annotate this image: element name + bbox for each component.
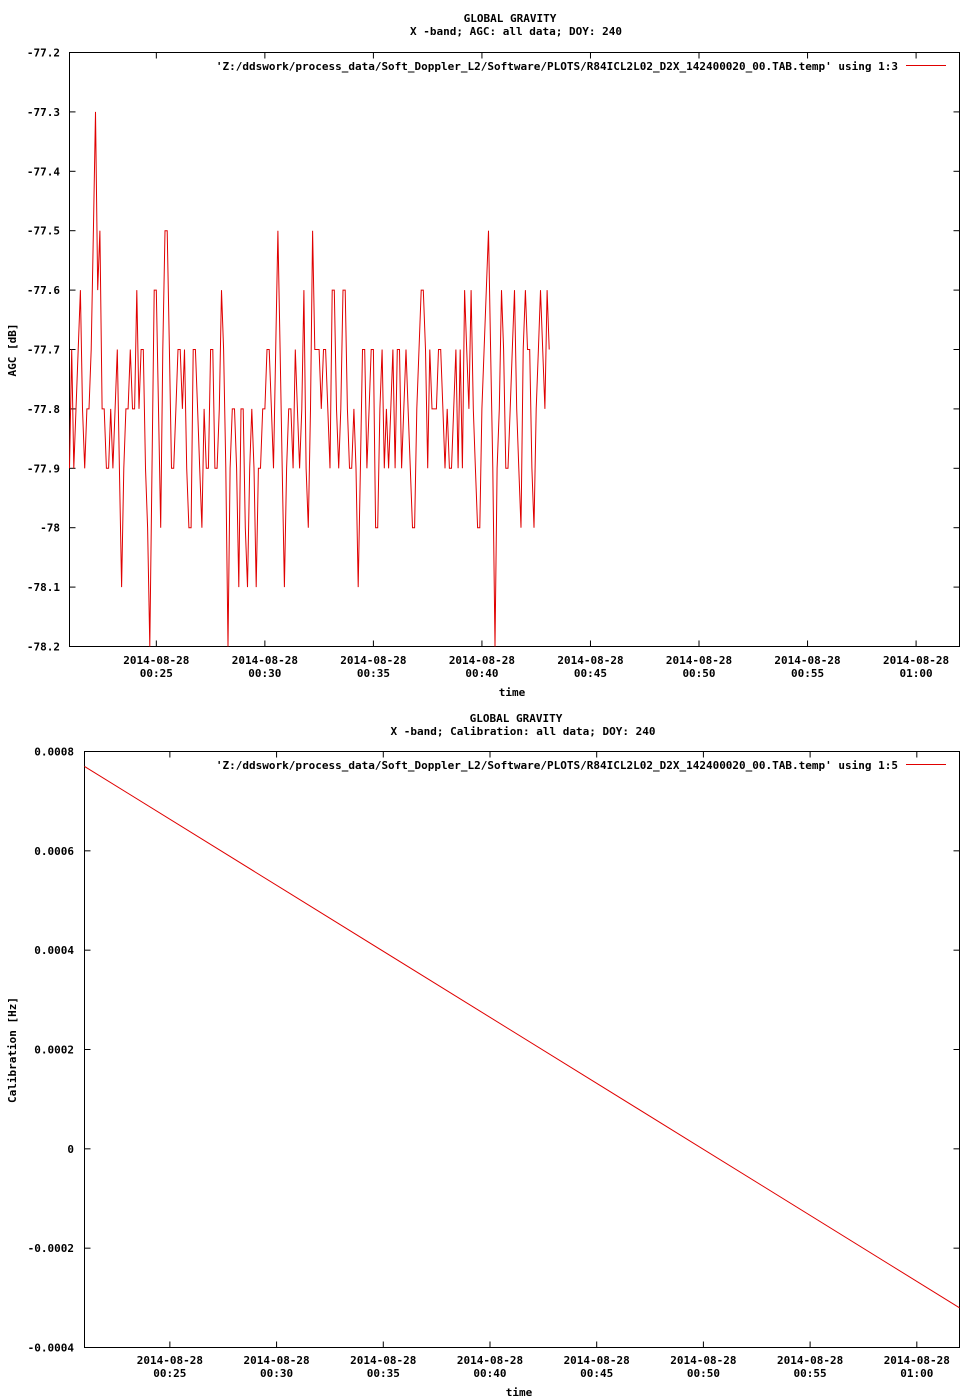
x-tick-date-label: 2014-08-28 xyxy=(340,654,407,667)
x-tick-time-label: 00:35 xyxy=(356,667,390,680)
x-axis-label: time xyxy=(498,686,526,699)
x-tick-date-label: 2014-08-28 xyxy=(665,654,733,667)
y-tick-label: -77.6 xyxy=(26,284,60,298)
x-tick-time-label: 00:45 xyxy=(573,667,608,680)
x-tick-date-label: 2014-08-28 xyxy=(670,1354,737,1367)
x-tick-date-label: 2014-08-28 xyxy=(557,654,624,667)
x-tick-date-label: 2014-08-28 xyxy=(350,1354,417,1367)
x-tick-time-label: 00:30 xyxy=(260,1367,294,1380)
x-tick-time-label: 00:55 xyxy=(790,667,825,680)
y-tick-label: -78.2 xyxy=(26,640,60,654)
calibration-chart xyxy=(6,712,960,1399)
agc-chart xyxy=(6,12,960,699)
legend xyxy=(216,759,946,772)
y-axis-label: Calibration [Hz] xyxy=(6,997,19,1103)
x-tick-date-label: 2014-08-28 xyxy=(231,654,298,667)
chart-subtitle: X -band; Calibration: all data; DOY: 240 xyxy=(390,725,656,738)
x-tick-date-label: 2014-08-28 xyxy=(123,654,190,667)
y-tick-label: -77.3 xyxy=(26,105,60,119)
plot-frame xyxy=(70,53,960,647)
x-tick-date-label: 2014-08-28 xyxy=(136,1354,203,1367)
x-tick-time-label: 00:50 xyxy=(686,1367,720,1380)
x-tick-time-label: 01:00 xyxy=(899,667,933,680)
legend xyxy=(216,60,946,73)
x-tick-time-label: 01:00 xyxy=(900,1367,934,1380)
x-tick-time-label: 00:25 xyxy=(139,667,173,680)
series-group xyxy=(85,766,960,1307)
x-tick-time-label: 00:50 xyxy=(682,667,716,680)
y-tick-label: -77.4 xyxy=(26,165,60,179)
y-tick-label: -77.7 xyxy=(26,343,60,357)
chart-title: GLOBAL GRAVITY xyxy=(463,12,557,25)
x-axis-label: time xyxy=(505,1386,533,1399)
y-tick-label: 0.0004 xyxy=(34,944,74,958)
x-ticks xyxy=(137,752,950,1381)
y-tick-label: -0.0004 xyxy=(27,1341,74,1355)
x-tick-time-label: 00:45 xyxy=(580,1367,614,1380)
y-tick-label: -77.8 xyxy=(26,402,60,416)
x-tick-time-label: 00:25 xyxy=(153,1367,187,1380)
y-tick-label: 0 xyxy=(67,1142,74,1156)
x-tick-date-label: 2014-08-28 xyxy=(882,654,950,667)
plot-frame xyxy=(85,752,960,1348)
x-tick-date-label: 2014-08-28 xyxy=(448,654,516,667)
y-tick-label: -0.0002 xyxy=(27,1242,74,1256)
y-ticks xyxy=(28,746,960,1355)
x-tick-date-label: 2014-08-28 xyxy=(563,1354,630,1367)
y-tick-label: -78.1 xyxy=(26,581,60,595)
y-tick-label: -77.5 xyxy=(26,224,60,238)
chart-title: GLOBAL GRAVITY xyxy=(469,712,563,725)
series-group xyxy=(70,112,550,647)
x-tick-time-label: 00:30 xyxy=(248,667,282,680)
y-tick-label: 0.0008 xyxy=(34,745,74,759)
series-line xyxy=(70,112,550,647)
x-tick-time-label: 00:35 xyxy=(366,1367,400,1380)
x-tick-date-label: 2014-08-28 xyxy=(456,1354,524,1367)
legend-label: 'Z:/ddswork/process_data/Soft_Doppler_L2/Software/PLOTS/R84ICL2L02_D2X_142400020_00.TAB.temp' using 1:5 xyxy=(215,759,898,772)
series-line xyxy=(85,766,960,1307)
x-tick-date-label: 2014-08-28 xyxy=(776,1354,844,1367)
x-tick-time-label: 00:55 xyxy=(793,1367,827,1380)
y-tick-label: 0.0006 xyxy=(34,844,74,858)
y-tick-label: -77.2 xyxy=(26,46,60,60)
x-tick-date-label: 2014-08-28 xyxy=(883,1354,950,1367)
legend-label: 'Z:/ddswork/process_data/Soft_Doppler_L2/Software/PLOTS/R84ICL2L02_D2X_142400020_00.TAB.temp' using 1:3 xyxy=(215,60,898,73)
y-tick-label: -78 xyxy=(40,521,60,535)
y-ticks xyxy=(27,47,960,654)
y-tick-label: 0.0002 xyxy=(34,1043,74,1057)
y-tick-label: -77.9 xyxy=(26,462,60,476)
x-tick-time-label: 00:40 xyxy=(473,1367,507,1380)
y-axis-label: AGC [dB] xyxy=(6,323,19,377)
x-tick-date-label: 2014-08-28 xyxy=(774,654,841,667)
chart-subtitle: X -band; AGC: all data; DOY: 240 xyxy=(410,25,622,38)
x-tick-date-label: 2014-08-28 xyxy=(243,1354,310,1367)
x-tick-time-label: 00:40 xyxy=(465,667,499,680)
